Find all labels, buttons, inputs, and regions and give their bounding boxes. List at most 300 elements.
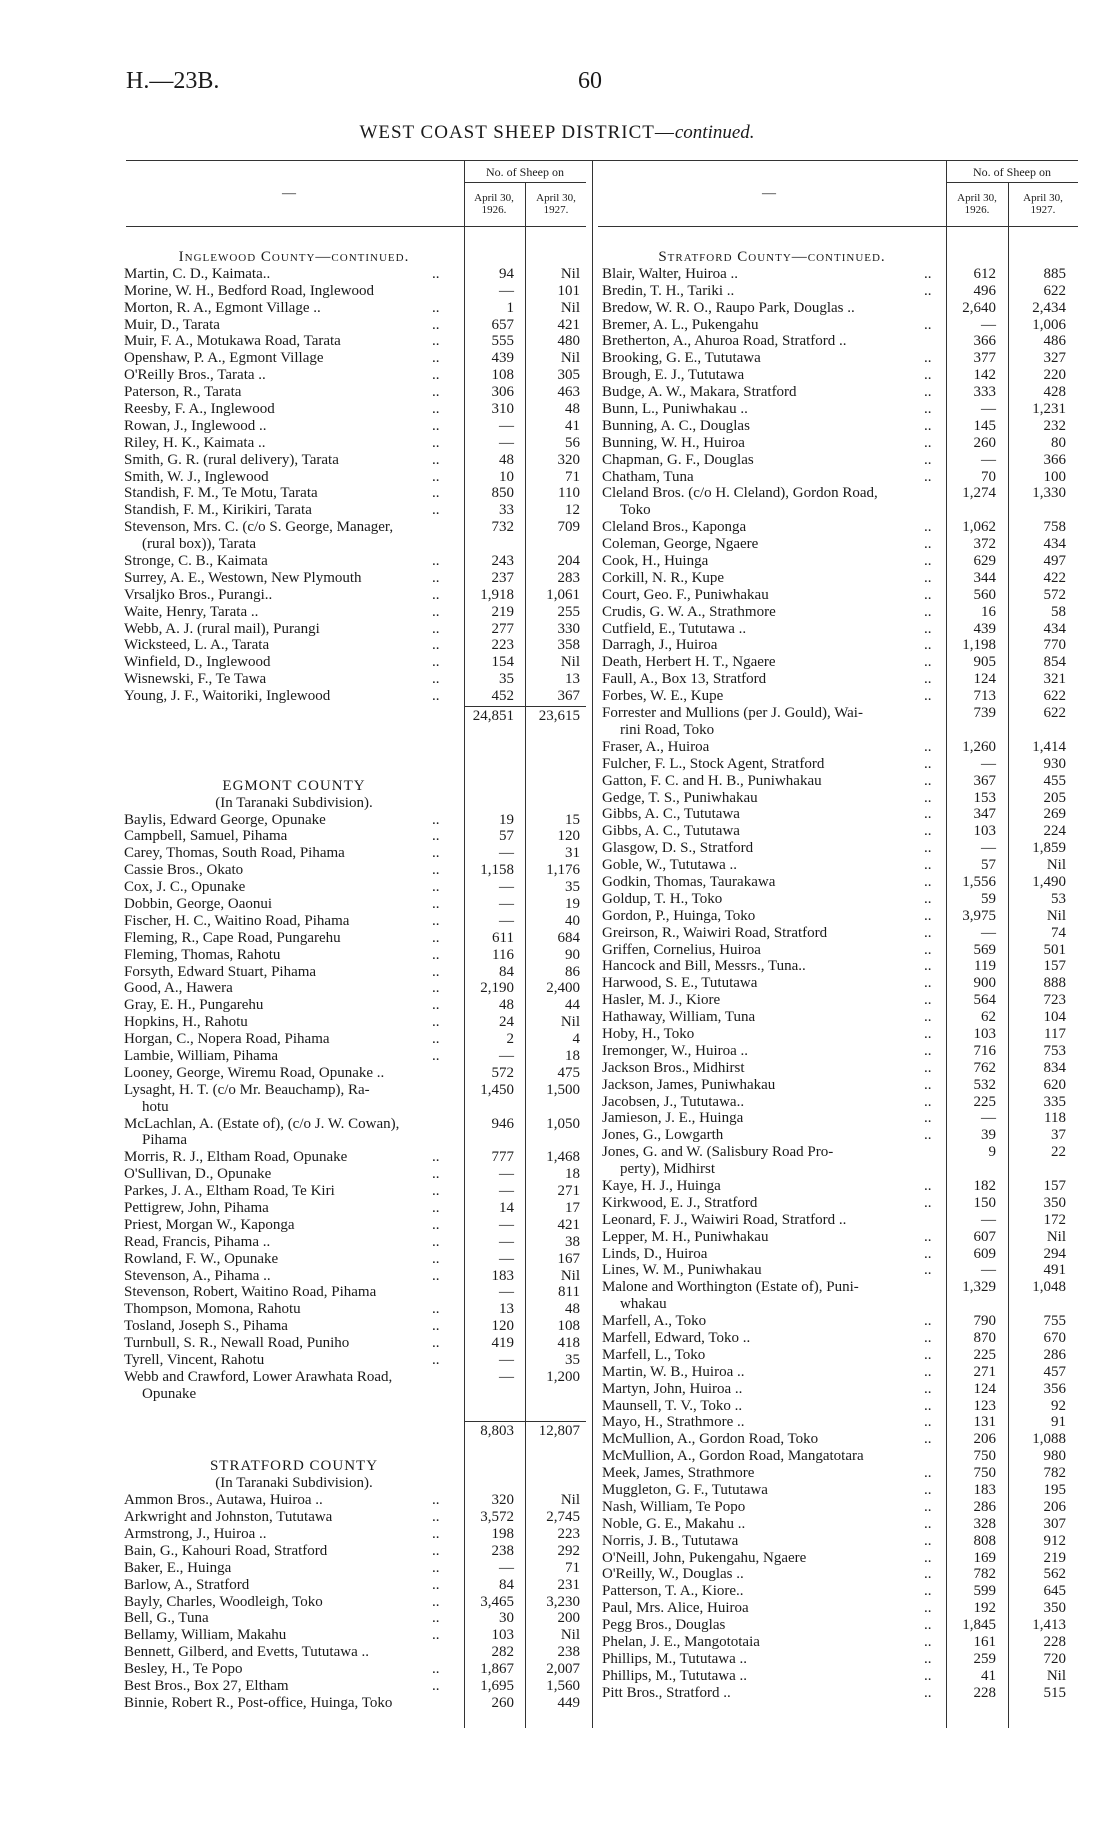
owner-name: Muggleton, G. F., Tututawa: [602, 1482, 768, 1499]
table-row: [124, 654, 594, 671]
sheep-1927: 80: [1051, 434, 1066, 451]
sheep-1926: 119: [974, 958, 996, 975]
table-row: [124, 350, 594, 367]
owner-name: Forsyth, Edward Stuart, Pihama: [124, 963, 317, 980]
table-row: [602, 739, 1078, 756]
sheep-1927: 912: [1043, 1532, 1066, 1549]
sheep-1927: 228: [1043, 1634, 1066, 1651]
sheep-1927: 232: [1043, 417, 1066, 434]
table-row: [602, 1431, 1078, 1448]
leader-dots: ..: [924, 1330, 932, 1346]
left-col1-header: April 30, 1926.: [474, 192, 514, 216]
leader-dots: ..: [432, 637, 440, 654]
sheep-1927: 206: [1043, 1498, 1066, 1515]
sheep-1926: 777: [491, 1149, 514, 1166]
sheep-1926: 94: [499, 265, 514, 282]
leader-dots: ..: [432, 1318, 440, 1335]
leader-dots: ..: [432, 468, 440, 485]
owner-name: Openshaw, P. A., Egmont Village: [124, 350, 324, 367]
sheep-1927: 224: [1043, 823, 1066, 840]
table-row: [124, 1082, 594, 1099]
owner-name: Cox, J. C., Opunake: [124, 879, 246, 896]
sheep-1927: 44: [565, 997, 580, 1014]
sheep-1926: 310: [491, 401, 514, 418]
sheep-1926: 228: [973, 1684, 996, 1701]
sheep-1926: 762: [973, 1059, 996, 1076]
sheep-1926: —: [981, 755, 996, 772]
owner-name: perty), Midhirst: [620, 1161, 715, 1178]
sheep-1926: 124: [973, 671, 996, 688]
subheading-text: (In Taranaki Subdivision).: [215, 1475, 373, 1492]
owner-name: Winfield, D., Inglewood: [124, 654, 271, 671]
sheep-1927: 205: [1043, 789, 1066, 806]
sheep-1926: 116: [492, 946, 514, 963]
sheep-1926: 569: [973, 941, 996, 958]
sheep-1926: 169: [973, 1549, 996, 1566]
owner-name: Muir, F. A., Motukawa Road, Tarata: [124, 333, 341, 350]
sheep-1927: 157: [1043, 1177, 1066, 1194]
leader-dots: ..: [432, 946, 440, 963]
owner-name: Meek, James, Strathmore: [602, 1465, 755, 1482]
owner-name: Court, Geo. F., Puniwhakau: [602, 586, 769, 603]
spacer-row: [124, 1442, 594, 1459]
sheep-1926: 282: [491, 1644, 514, 1661]
sheep-1927: Nil: [1046, 857, 1066, 874]
sheep-1926: —: [499, 1284, 514, 1301]
table-row: [124, 1678, 594, 1695]
table-row: [124, 1284, 594, 1301]
table-row: [124, 1369, 594, 1386]
sheep-1926: 452: [491, 688, 514, 705]
owner-name: Webb, A. J. (rural mail), Purangi: [124, 620, 320, 637]
owner-name: Forbes, W. E., Kupe: [602, 688, 724, 705]
sheep-1927: 645: [1043, 1583, 1066, 1600]
sheep-1926: 870: [973, 1330, 996, 1346]
leader-dots: ..: [924, 671, 932, 688]
owner-name: Chapman, G. F., Douglas: [602, 451, 754, 468]
sheep-1927: 18: [565, 1047, 580, 1064]
owner-name: Phillips, M., Tututawa ..: [602, 1650, 748, 1667]
sheep-1926: 439: [491, 350, 514, 367]
sheep-1926: 62: [981, 1009, 996, 1026]
owner-name: Hathaway, William, Tuna: [602, 1009, 756, 1026]
sheep-1926: 238: [491, 1542, 514, 1559]
sheep-1926: —: [981, 1110, 996, 1127]
table-row: [602, 350, 1078, 367]
sheep-1926: —: [499, 879, 514, 896]
sheep-1926: 153: [973, 789, 996, 806]
sheep-1927: 358: [557, 637, 580, 654]
owner-name: Pegg Bros., Douglas: [602, 1617, 726, 1634]
table-row: [124, 1386, 594, 1403]
sheep-1927: Nil: [560, 654, 580, 671]
sheep-1927: 13: [565, 671, 580, 688]
sheep-1927: 40: [565, 912, 580, 929]
sheep-1927: 350: [1043, 1600, 1066, 1617]
leader-dots: ..: [924, 367, 932, 384]
total-row: [124, 705, 594, 727]
sheep-1926: 70: [981, 468, 996, 485]
sheep-1927: 86: [565, 963, 580, 980]
owner-name: Turnbull, S. R., Newall Road, Puniho: [124, 1335, 350, 1352]
table-row: [602, 1212, 1078, 1229]
leader-dots: ..: [432, 434, 440, 451]
leader-dots: ..: [924, 806, 932, 823]
page-number: 60: [578, 68, 602, 94]
sheep-1927: 204: [557, 553, 580, 570]
section-heading: [602, 249, 1078, 266]
sheep-1926: 1,918: [480, 586, 514, 603]
leader-dots: ..: [924, 840, 932, 857]
owner-name: Hasler, M. J., Kiore: [602, 992, 721, 1009]
sheep-1927: 562: [1043, 1566, 1066, 1583]
owner-name: whakau: [620, 1296, 667, 1313]
owner-name: Kaye, H. J., Huinga: [602, 1177, 721, 1194]
sheep-1927: 770: [1043, 637, 1066, 654]
left-group-header: No. of Sheep on: [486, 165, 564, 179]
sheep-1927: 91: [1051, 1414, 1066, 1431]
sheep-1926: 10: [499, 468, 514, 485]
owner-name: Glasgow, D. S., Stratford: [602, 840, 754, 857]
owner-name: Blair, Walter, Huiroa ..: [602, 265, 739, 282]
table-row: [124, 964, 594, 981]
owner-name: Bredow, W. R. O., Raupo Park, Douglas ..: [602, 299, 855, 316]
owner-name: Toko: [620, 502, 651, 519]
owner-name: Tyrell, Vincent, Rahotu: [124, 1352, 265, 1368]
table-row: [124, 367, 594, 384]
owner-name: Morton, R. A., Egmont Village ..: [124, 299, 321, 316]
leader-dots: ..: [924, 1532, 932, 1549]
table-row: [124, 418, 594, 435]
sheep-1927: 35: [565, 879, 580, 896]
owner-name: Pihama: [142, 1132, 187, 1149]
sheep-1926: 612: [973, 265, 996, 282]
leader-dots: ..: [432, 1627, 440, 1644]
sheep-1927: 422: [1043, 569, 1066, 586]
sheep-1926: 154: [491, 654, 514, 671]
sheep-1926: 607: [973, 1228, 996, 1245]
sheep-1927: 1,200: [546, 1368, 580, 1385]
table-row: [602, 790, 1078, 807]
sheep-1927: 104: [1043, 1009, 1066, 1026]
sheep-1926: 367: [973, 772, 996, 789]
table-row: [602, 958, 1078, 975]
sheep-1926: 9: [988, 1144, 996, 1161]
sheep-1927: 854: [1043, 654, 1066, 671]
owner-name: Godkin, Thomas, Taurakawa: [602, 873, 776, 890]
sheep-1927: 15: [565, 811, 580, 828]
sheep-1926: 1,695: [480, 1678, 514, 1695]
owner-name: Greirson, R., Waiwiri Road, Stratford: [602, 924, 828, 941]
leader-dots: ..: [924, 1059, 932, 1076]
sheep-1927: 418: [557, 1335, 580, 1352]
sheep-1926: 103: [491, 1627, 514, 1644]
leader-dots: ..: [432, 485, 440, 502]
page-title: [0, 122, 1114, 144]
sheep-1927: 709: [557, 519, 580, 536]
sheep-1926: 219: [491, 603, 514, 620]
sheep-1927: 255: [557, 603, 580, 620]
table-row: [602, 1060, 1078, 1077]
sheep-1927: 1,061: [546, 586, 580, 603]
owner-name: Patterson, T. A., Kiore..: [602, 1583, 744, 1600]
leader-dots: ..: [924, 1313, 932, 1330]
table-row: [124, 435, 594, 452]
sheep-1926: 84: [499, 963, 514, 980]
sheep-1926: 716: [973, 1042, 996, 1059]
sheep-1926: 30: [499, 1610, 514, 1627]
sheep-1926: 24: [499, 1014, 514, 1031]
table-row: [602, 1482, 1078, 1499]
sheep-1926: 103: [973, 1025, 996, 1042]
sheep-1927: 238: [557, 1644, 580, 1661]
sheep-1926: 713: [973, 688, 996, 705]
table-row: [124, 913, 594, 930]
owner-name: McMullion, A., Gordon Road, Toko: [602, 1431, 819, 1448]
sheep-1926: 629: [973, 553, 996, 570]
leader-dots: ..: [924, 755, 932, 772]
sheep-1927: 283: [557, 569, 580, 586]
table-row: [124, 688, 594, 705]
sheep-1926: —: [499, 1368, 514, 1385]
left-column: [124, 249, 594, 1712]
owner-name: Bremer, A. L., Pukengahu: [602, 316, 759, 333]
leader-dots: ..: [924, 401, 932, 418]
owner-name: Arkwright and Johnston, Tututawa: [124, 1509, 333, 1526]
leader-dots: ..: [924, 417, 932, 434]
owner-name: Opunake: [142, 1385, 197, 1402]
leader-dots: ..: [432, 1301, 440, 1318]
sheep-1926: 1,845: [962, 1617, 996, 1634]
owner-name: Waite, Henry, Tarata ..: [124, 603, 259, 620]
table-row: [124, 621, 594, 638]
owner-name: Budge, A. W., Makara, Stratford: [602, 384, 797, 401]
sheep-1927: 330: [557, 620, 580, 637]
sheep-1926: 260: [973, 434, 996, 451]
sheep-1927: 684: [557, 929, 580, 946]
sheep-1927: 35: [565, 1352, 580, 1368]
table-row: [124, 1031, 594, 1048]
leader-dots: ..: [432, 553, 440, 570]
sheep-1927: 4: [572, 1031, 580, 1048]
sheep-1927: 1,050: [546, 1115, 580, 1132]
sheep-1927: 305: [557, 367, 580, 384]
leader-dots: ..: [924, 1498, 932, 1515]
owner-name: Fischer, H. C., Waitino Road, Pihama: [124, 912, 350, 929]
table-row: [124, 452, 594, 469]
table-row: [124, 1116, 594, 1133]
owner-name: Marfell, Edward, Toko ..: [602, 1330, 751, 1346]
leader-dots: ..: [924, 569, 932, 586]
table-row: [602, 891, 1078, 908]
owner-name: Bayly, Charles, Woodleigh, Toko: [124, 1593, 323, 1610]
table-row: [124, 1166, 594, 1183]
leader-dots: ..: [924, 468, 932, 485]
sheep-1926: 790: [973, 1313, 996, 1330]
sheep-1927: 491: [1043, 1262, 1066, 1279]
sheep-1926: 84: [499, 1576, 514, 1593]
table-row: [602, 1262, 1078, 1279]
sheep-1926: —: [499, 1352, 514, 1368]
sheep-1926: —: [499, 845, 514, 862]
sheep-1927: 2,007: [546, 1661, 580, 1678]
table-row: [602, 604, 1078, 621]
leader-dots: ..: [432, 401, 440, 418]
leader-dots: ..: [924, 1363, 932, 1380]
table-row: [124, 1335, 594, 1352]
sheep-1927: Nil: [560, 1014, 580, 1031]
leader-dots: ..: [924, 1245, 932, 1262]
heading-text: Inglewood County—continued.: [178, 249, 410, 265]
sheep-1927: 19: [565, 895, 580, 912]
sheep-1926: 1,867: [480, 1661, 514, 1678]
sheep-1927: 321: [1043, 671, 1066, 688]
sheep-1927: 335: [1043, 1093, 1066, 1110]
sheep-1926: 419: [491, 1335, 514, 1352]
table-row: [602, 654, 1078, 671]
table-row: [602, 1364, 1078, 1381]
table-row: [124, 1217, 594, 1234]
leader-dots: ..: [432, 654, 440, 671]
sheep-1927: 501: [1043, 941, 1066, 958]
leader-dots: ..: [432, 451, 440, 468]
sheep-1927: 307: [1043, 1515, 1066, 1532]
owner-name: Martin, C. D., Kaimata..: [124, 265, 271, 282]
table-row: [602, 266, 1078, 283]
sheep-1926: 366: [973, 333, 996, 350]
sheep-1927: 670: [1043, 1330, 1066, 1346]
sheep-1926: 41: [981, 1667, 996, 1684]
table-row: [602, 1144, 1078, 1161]
table-row: [124, 1065, 594, 1082]
leader-dots: ..: [924, 1634, 932, 1651]
leader-dots: ..: [432, 384, 440, 401]
owner-name: Faull, A., Box 13, Stratford: [602, 671, 767, 688]
sheep-1927: 497: [1043, 553, 1066, 570]
table-row: [124, 553, 594, 570]
owner-name: Jackson Bros., Midhirst: [602, 1059, 745, 1076]
leader-dots: ..: [924, 992, 932, 1009]
table-row: [124, 300, 594, 317]
owner-name: O'Sullivan, D., Opunake: [124, 1166, 272, 1183]
owner-name: Chatham, Tuna: [602, 468, 694, 485]
leader-dots: ..: [432, 316, 440, 333]
owner-name: Bretherton, A., Ahuroa Road, Stratford ..: [602, 333, 847, 350]
leader-dots: ..: [924, 1346, 932, 1363]
owner-name: Cook, H., Huinga: [602, 553, 709, 570]
sheep-1926: 750: [973, 1448, 996, 1465]
sheep-1926: 223: [491, 637, 514, 654]
leader-dots: ..: [432, 879, 440, 896]
table-row: [602, 1499, 1078, 1516]
table-row: [124, 333, 594, 350]
title-main: WEST COAST SHEEP DISTRICT—: [359, 122, 675, 143]
leader-dots: ..: [924, 519, 932, 536]
sheep-1926: 905: [973, 654, 996, 671]
sheep-1927: 157: [1043, 958, 1066, 975]
sheep-1927: 723: [1043, 992, 1066, 1009]
sheep-1926: —: [499, 1047, 514, 1064]
owner-name: Campbell, Samuel, Pihama: [124, 828, 288, 845]
sheep-1927: 350: [1043, 1194, 1066, 1211]
table-row: [124, 469, 594, 486]
sheep-1926: 732: [491, 519, 514, 536]
owner-name: Maunsell, T. V., Toko ..: [602, 1397, 743, 1414]
owner-name: Gedge, T. S., Puniwhakau: [602, 789, 758, 806]
table-row: [602, 367, 1078, 384]
leader-dots: ..: [924, 1025, 932, 1042]
section-heading: [124, 778, 594, 795]
owner-name: Tosland, Joseph S., Pihama: [124, 1318, 288, 1335]
table-row: [124, 1661, 594, 1678]
leader-dots: ..: [924, 1262, 932, 1279]
sheep-1926: 808: [973, 1532, 996, 1549]
table-row: [124, 384, 594, 401]
leader-dots: ..: [924, 536, 932, 553]
sheep-1927: 475: [557, 1064, 580, 1081]
leader-dots: ..: [924, 1127, 932, 1144]
sheep-1926: 183: [491, 1267, 514, 1284]
table-row: [124, 1594, 594, 1611]
sheep-1926: 57: [499, 828, 514, 845]
sheep-1927: 980: [1043, 1448, 1066, 1465]
sheep-1927: 755: [1043, 1313, 1066, 1330]
table-row: [602, 1110, 1078, 1127]
sheep-1927: 292: [557, 1542, 580, 1559]
sheep-1927: 41: [565, 417, 580, 434]
table-row: [124, 1560, 594, 1577]
total-1927: 12,807: [538, 1422, 580, 1439]
sheep-1926: 198: [491, 1526, 514, 1543]
spacer-row: [124, 761, 594, 778]
sheep-1926: 900: [973, 975, 996, 992]
sheep-1927: 320: [557, 451, 580, 468]
leader-dots: ..: [924, 890, 932, 907]
owner-name: Stevenson, A., Pihama ..: [124, 1267, 271, 1284]
owner-name: Rowland, F. W., Opunake: [124, 1250, 279, 1267]
sheep-1927: 101: [557, 282, 580, 299]
table-row: [602, 1195, 1078, 1212]
sheep-1927: 48: [565, 1301, 580, 1318]
table-row: [124, 1577, 594, 1594]
leader-dots: ..: [924, 1465, 932, 1482]
table-row: [124, 536, 594, 553]
leader-dots: ..: [432, 1559, 440, 1576]
sheep-1926: 259: [973, 1650, 996, 1667]
sheep-1927: 58: [1051, 603, 1066, 620]
total-1926: 24,851: [472, 708, 514, 725]
owner-name: Linds, D., Huiroa: [602, 1245, 708, 1262]
sheep-1926: 19: [499, 811, 514, 828]
sheep-1927: 515: [1043, 1684, 1066, 1701]
table-row: [124, 1318, 594, 1335]
sheep-1927: 622: [1043, 705, 1066, 722]
table-row: [602, 621, 1078, 638]
table-row: [124, 266, 594, 283]
owner-name: Bell, G., Tuna: [124, 1610, 209, 1627]
owner-name: Muir, D., Tarata: [124, 316, 220, 333]
leader-dots: ..: [432, 688, 440, 705]
sheep-1927: 1,413: [1032, 1617, 1066, 1634]
sheep-1927: 1,490: [1032, 873, 1066, 890]
owner-name: Hancock and Bill, Messrs., Tuna..: [602, 958, 806, 975]
sheep-1926: 206: [973, 1431, 996, 1448]
owner-name: Bellamy, William, Makahu: [124, 1627, 287, 1644]
table-row: [602, 502, 1078, 519]
table-row: [602, 1347, 1078, 1364]
leader-dots: ..: [924, 265, 932, 282]
sheep-1927: 782: [1043, 1465, 1066, 1482]
